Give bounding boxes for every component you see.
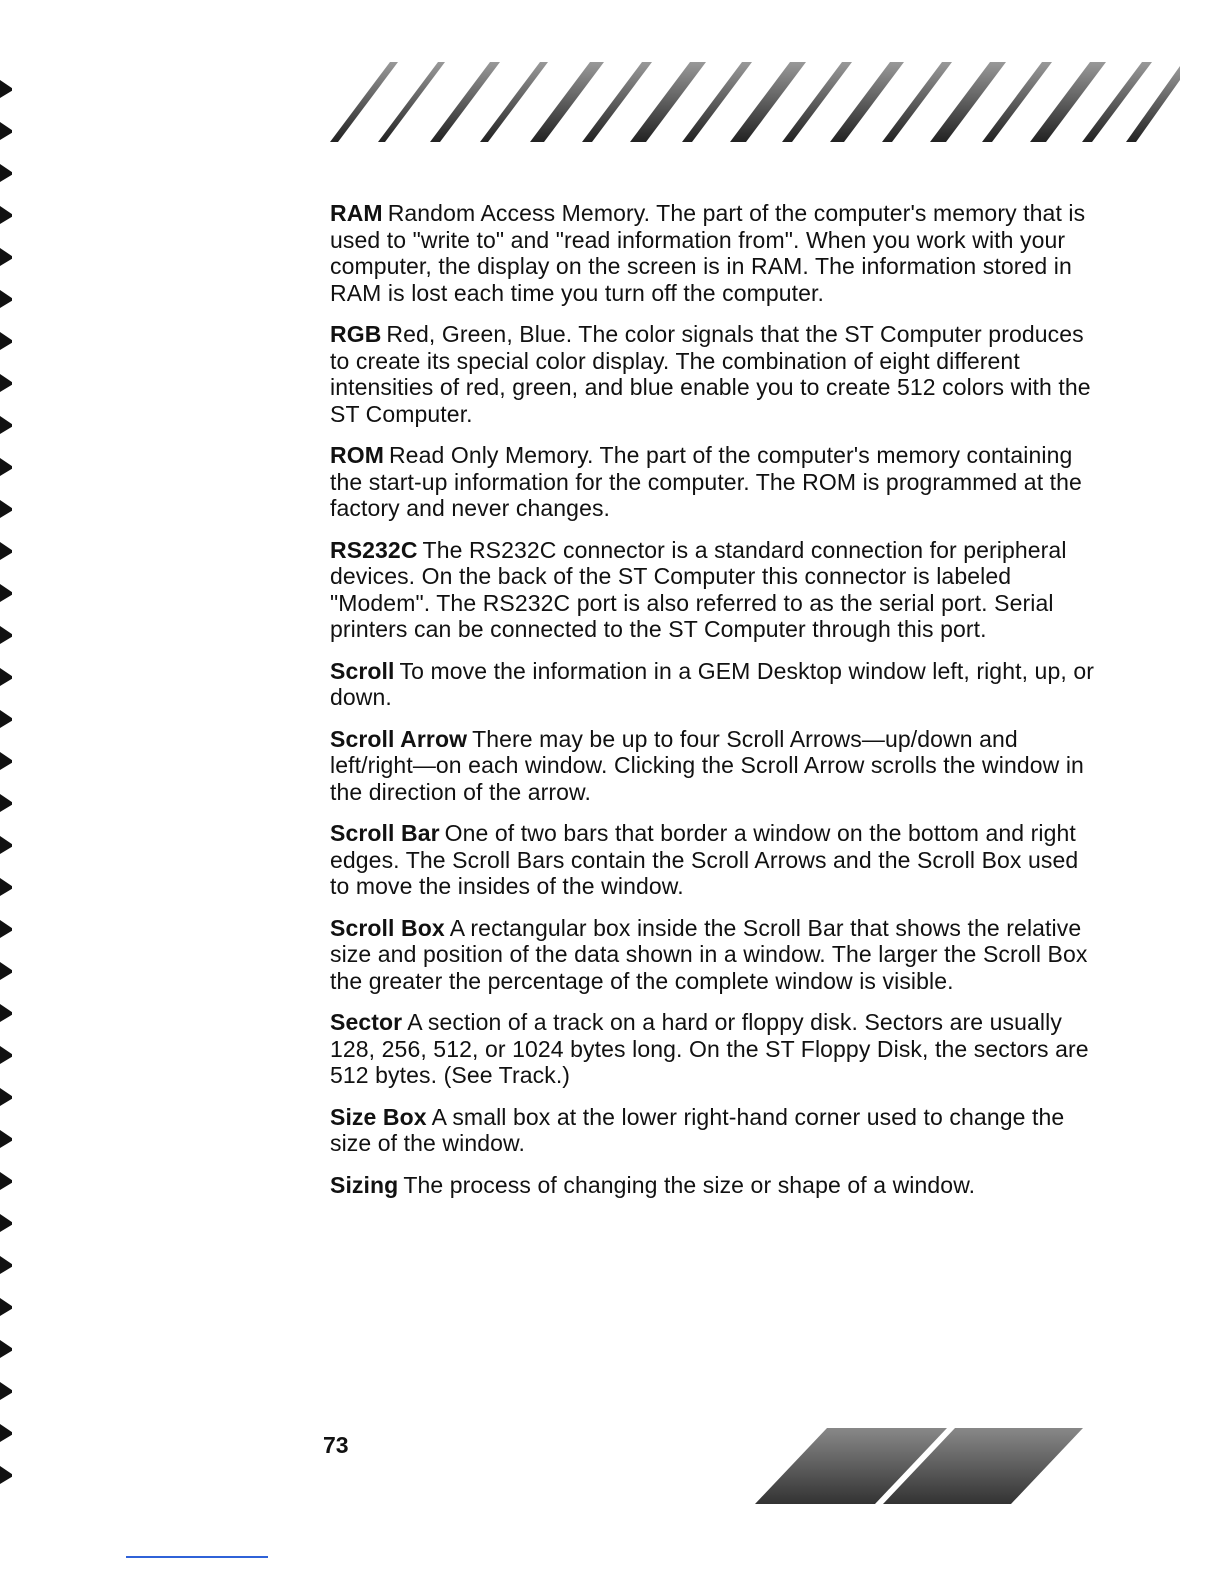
- glossary-definition: There may be up to four Scroll Arrows—up/down and left/right—on each window. Clicking the Scroll Arrow scrolls the window in the direction of the arrow.: [330, 725, 1084, 805]
- glossary-definition: Read Only Memory. The part of the computer's memory containing the start-up information for the computer. The ROM is programmed at the factory and never changes.: [330, 442, 1082, 521]
- page-number: 73: [323, 1432, 349, 1458]
- glossary-definition: Red, Green, Blue. The color signals that the ST Computer produces to create its special color display. The combination of eight different intensities of red, green, and blue enable you to create 512 colors with the ST Computer.: [330, 321, 1091, 427]
- glossary-entry-scroll-bar: [330, 820, 1100, 900]
- glossary-definition: The process of changing the size or shape of a window.: [403, 1171, 976, 1198]
- glossary-term: Scroll Bar: [330, 820, 440, 846]
- footer-rule: [126, 1556, 268, 1558]
- glossary-term: RAM: [330, 200, 383, 226]
- glossary-term: ROM: [330, 442, 384, 468]
- glossary-term: Size Box: [330, 1103, 427, 1130]
- glossary-term: Scroll Arrow: [330, 725, 468, 752]
- glossary-entry-scroll-box: [330, 915, 1100, 995]
- glossary-definition: A rectangular box inside the Scroll Bar that shows the relative size and position of the data shown in a window. The larger the Scroll Box the greater the percentage of the complete window is visible.: [330, 914, 1088, 994]
- glossary-term: Scroll: [330, 657, 395, 684]
- glossary-term: Sector: [330, 1009, 403, 1035]
- glossary-definition: A section of a track on a hard or floppy disk. Sectors are usually 128, 256, 512, or 1024 bytes long. On the ST Floppy Disk, the sectors are 512 bytes. (See Track.): [330, 1009, 1089, 1088]
- glossary-term: Sizing: [330, 1171, 399, 1198]
- glossary-entry-sizing: [330, 1172, 1100, 1199]
- glossary-definition: The RS232C connector is a standard connection for peripheral devices. On the back of the ST Computer this connector is labeled "Modem". The RS232C port is also referred to as the serial port. Serial printers can be connected to the ST Computer through this port.: [330, 536, 1067, 642]
- glossary-entry-rom: [330, 442, 1100, 522]
- glossary-definition: A small box at the lower right-hand corner used to change the size of the window.: [330, 1103, 1065, 1156]
- header-stripe-decoration: [330, 62, 1180, 144]
- glossary-definition: Random Access Memory. The part of the computer's memory that is used to "write to" and "read information from". When you work with your computer, the display on the screen is in RAM. The information stored in RAM is lost each time you turn off the computer.: [330, 200, 1086, 306]
- footer-stripe-decoration: [755, 1426, 1085, 1506]
- glossary-definition: One of two bars that border a window on the bottom and right edges. The Scroll Bars contain the Scroll Arrows and the Scroll Box used to move the insides of the window.: [330, 820, 1079, 899]
- glossary-entry-scroll: [330, 658, 1100, 711]
- glossary-entry-scroll-arrow: [330, 726, 1100, 806]
- glossary-entry-size-box: [330, 1104, 1100, 1157]
- glossary-entry-sector: [330, 1009, 1100, 1089]
- glossary-term: Scroll Box: [330, 914, 445, 941]
- glossary-entry-ram: [330, 200, 1100, 306]
- glossary-term: RS232C: [330, 536, 418, 563]
- glossary-entry-rs232c: [330, 537, 1100, 643]
- glossary-definition: To move the information in a GEM Desktop window left, right, up, or down.: [330, 657, 1094, 710]
- glossary-term: RGB: [330, 321, 382, 347]
- glossary-entry-rgb: [330, 321, 1100, 427]
- glossary-list: [330, 200, 1100, 1213]
- binding-holes: [0, 80, 22, 1500]
